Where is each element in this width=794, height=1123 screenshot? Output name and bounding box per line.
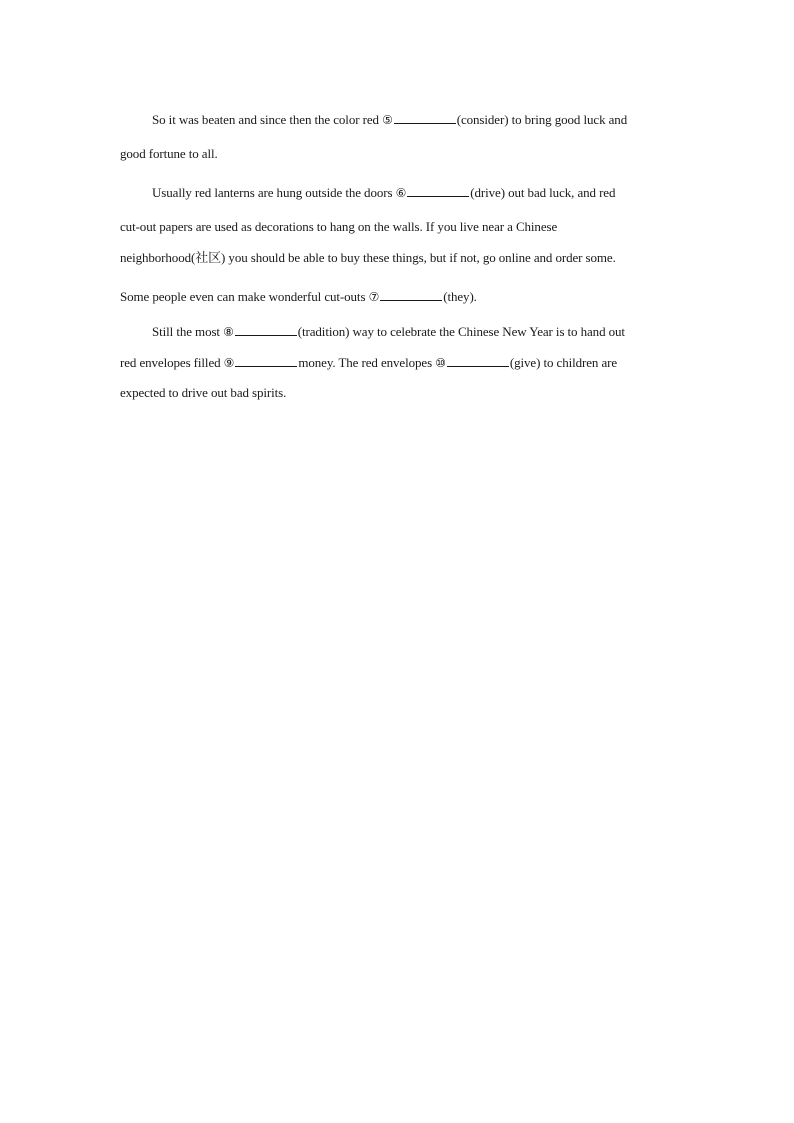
para2-text-d: neighborhood(社区) you should be able to buy these things, but if not, go online and order some. — [120, 250, 616, 265]
blank-number-6: ⑥ — [395, 186, 407, 200]
para2-text-f: (they). — [443, 289, 477, 304]
blank-number-7: ⑦ — [368, 290, 380, 304]
para2-text-e: Some people even can make wonderful cut-outs — [120, 289, 369, 304]
para2-text-c: cut-out papers are used as decorations to hang on the walls. If you live near a Chinese — [120, 219, 558, 234]
para3-text-f: expected to drive out bad spirits. — [120, 385, 287, 400]
para3-text-e: (give) to children are — [509, 355, 618, 370]
para3-line2 — [120, 354, 617, 371]
para2-line3 — [120, 250, 616, 266]
blank-number-9: ⑨ — [223, 356, 235, 370]
para2-line2 — [120, 219, 557, 235]
blank-number-8: ⑧ — [223, 325, 234, 339]
blank-10[interactable] — [447, 354, 509, 367]
blank-8[interactable] — [235, 323, 297, 336]
blank-7[interactable] — [380, 288, 442, 301]
blank-number-5: ⑤ — [382, 113, 393, 127]
para3-text-d: money. The red envelopes — [298, 355, 436, 370]
para3-text-b: (tradition) way to celebrate the Chinese New Year is to hand out — [297, 324, 625, 339]
blank-6[interactable] — [407, 184, 469, 197]
para1-line2 — [120, 146, 218, 162]
para2-text-b: (drive) out bad luck, and red — [470, 185, 616, 200]
para2-text-a: Usually red lanterns are hung outside the doors — [152, 185, 396, 200]
para1-line1 — [152, 111, 627, 128]
blank-5[interactable] — [394, 111, 456, 124]
para1-text-a: So it was beaten and since then the color red — [152, 112, 383, 127]
para1-text-c: good fortune to all. — [120, 146, 218, 161]
para1-text-b: (consider) to bring good luck and — [456, 112, 628, 127]
para3-line1 — [152, 323, 625, 340]
blank-9[interactable] — [235, 354, 297, 367]
para3-text-c: red envelopes filled — [120, 355, 224, 370]
para2-line1 — [152, 184, 615, 201]
para3-line3 — [120, 385, 286, 401]
para3-text-a: Still the most — [152, 324, 224, 339]
para2-line4 — [120, 288, 477, 305]
blank-number-10: ⑩ — [435, 356, 446, 370]
